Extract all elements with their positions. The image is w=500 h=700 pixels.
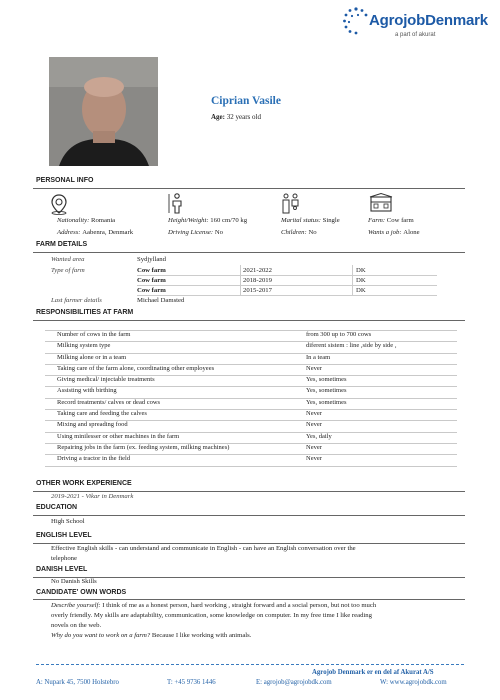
value-cell: Never xyxy=(306,364,322,372)
education-text: High School xyxy=(51,518,85,525)
farm-barn-icon xyxy=(369,193,393,215)
value-cell: Never xyxy=(306,455,322,463)
table-row xyxy=(45,399,457,410)
height-weight-field: Height/Weight: 160 cm/70 kg xyxy=(168,217,248,224)
task-cell: Number of cows in the farm xyxy=(57,331,131,338)
task-cell: Repairing jobs in the farm (ex. feeding system, milking machines) xyxy=(57,443,230,451)
farm-history-farm: Cow farm xyxy=(137,267,166,274)
driving-license-field: Driving License: No xyxy=(168,229,223,236)
section-divider xyxy=(33,599,465,600)
danish-level-heading: DANISH LEVEL xyxy=(36,566,88,573)
table-row xyxy=(45,342,457,353)
value-cell: Yes, sometimes xyxy=(306,387,347,395)
footer-website[interactable]: W: www.agrojobdk.com xyxy=(380,679,447,686)
table-row xyxy=(45,455,457,466)
value-cell: Yes, daily xyxy=(306,432,332,440)
wants-job-field: Wants a job: Alone xyxy=(368,229,420,236)
value-cell: from 300 up to 700 cows xyxy=(306,331,372,338)
candidate-name: Ciprian Vasile xyxy=(211,95,281,107)
why-farm-line: Why do you want to work on a farm? Because I like working with animals. xyxy=(51,632,252,639)
english-level-line: Effective English skills - can understand and communicate in English - can have an English conversation over the xyxy=(51,545,356,552)
value-cell: Never xyxy=(306,410,322,418)
responsibilities-table xyxy=(45,330,457,467)
footer-phone: T: +45 9736 1446 xyxy=(167,679,216,686)
section-divider xyxy=(33,515,465,516)
last-farmer-label: Last farmer details xyxy=(51,297,102,304)
candidate-words-heading: CANDIDATE' OWN WORDS xyxy=(36,589,127,596)
location-pin-icon xyxy=(48,193,70,215)
responsibilities-heading: RESPONSIBILITIES AT FARM xyxy=(36,309,134,316)
task-cell: Assisting with birthing xyxy=(57,387,117,395)
footer-email[interactable]: E: agrojob@agrojobdk.com xyxy=(256,679,332,686)
address-field: Address: Aabenra, Denmark xyxy=(57,229,134,236)
table-row xyxy=(45,387,457,398)
farm-field: Farm: Cow farm xyxy=(368,217,414,224)
candidate-photo xyxy=(49,57,158,166)
person-height-icon xyxy=(166,192,188,214)
value-cell: Yes, sometimes xyxy=(306,398,347,406)
company-logo-subtitle: a part of akurat xyxy=(395,32,436,38)
danish-level-text: No Danish Skills xyxy=(51,578,97,585)
task-cell: Taking care and feeding the calves xyxy=(57,410,147,418)
wanted-area-value: Sydjylland xyxy=(137,256,166,263)
value-cell: diferent sistem : line ,side by side , xyxy=(306,342,397,350)
section-divider xyxy=(33,577,465,578)
value-cell: Yes, sometimes xyxy=(306,376,347,384)
farm-history-farm: Cow farm xyxy=(137,277,166,284)
task-cell: Milking alone or in a team xyxy=(57,353,127,361)
task-cell: Using minilesser or other machines in the farm xyxy=(57,432,180,440)
marital-status-field: Marital status: Single xyxy=(281,217,340,224)
value-cell: Never xyxy=(306,443,322,451)
company-logo-text: AgrojobDenmark xyxy=(369,12,488,29)
task-cell: Mixing and spreading food xyxy=(57,421,128,429)
task-cell: Giving medical/ injectable treatments xyxy=(57,376,155,384)
farm-history-farm: Cow farm xyxy=(137,287,166,294)
task-cell: Taking care of the farm alone, coordinating other employees xyxy=(57,364,215,372)
farm-history-years: 2021-2022 xyxy=(243,267,272,274)
education-heading: EDUCATION xyxy=(36,504,78,511)
farm-details-heading: FARM DETAILS xyxy=(36,241,88,248)
task-cell: Driving a tractor in the field xyxy=(57,455,131,463)
last-farmer-value: Michael Damsted xyxy=(137,297,185,304)
agrojob-logo-icon xyxy=(341,6,371,36)
footer-company: Agrojob Denmark er en del af Akurat A/S xyxy=(312,669,434,676)
other-work-text: 2019-2021 - Vikar in Denmark xyxy=(51,493,134,500)
table-row xyxy=(45,365,457,376)
describe-yourself-line: Describe yourself: I think of me as a honest person, hard working , straight forward and a social person, but not too much xyxy=(51,602,377,609)
farm-history-years: 2015-2017 xyxy=(243,287,272,294)
table-row xyxy=(45,331,457,342)
describe-yourself-line: overly friendly. My skills are adaptability, communication, some knowledge on computer. In my free time I like reading xyxy=(51,612,372,619)
task-cell: Milking system type xyxy=(57,342,111,350)
table-row xyxy=(45,433,457,444)
task-cell: Record treatments/ calves or dead cows xyxy=(57,398,161,406)
family-icon xyxy=(280,192,302,214)
table-row xyxy=(45,354,457,365)
value-cell: In a team xyxy=(306,353,331,361)
farm-history-years: 2018-2019 xyxy=(243,277,272,284)
type-of-farm-label: Type of farm xyxy=(51,267,85,274)
table-row xyxy=(45,421,457,432)
section-divider xyxy=(33,252,465,253)
other-work-heading: OTHER WORK EXPERIENCE xyxy=(36,480,132,487)
section-divider xyxy=(33,320,465,321)
table-row xyxy=(45,444,457,455)
nationality-field: Nationality: Romania xyxy=(57,217,116,224)
table-row xyxy=(45,376,457,387)
footer-divider xyxy=(36,664,464,665)
personal-info-heading: PERSONAL INFO xyxy=(36,177,94,184)
english-level-line: telephone xyxy=(51,555,77,562)
describe-yourself-line: novels on the web. xyxy=(51,622,102,629)
children-field: Children: No xyxy=(281,229,317,236)
section-divider xyxy=(33,188,465,189)
farm-history-country: DK xyxy=(356,287,366,294)
candidate-age: Age: 32 years old xyxy=(211,113,261,121)
farm-history-country: DK xyxy=(356,277,366,284)
table-row xyxy=(45,410,457,421)
wanted-area-label: Wanted area xyxy=(51,256,85,263)
value-cell: Never xyxy=(306,421,322,429)
farm-history-country: DK xyxy=(356,267,366,274)
footer-address: A: Nupark 45, 7500 Holstebro xyxy=(36,679,119,686)
english-level-heading: ENGLISH LEVEL xyxy=(36,532,92,539)
